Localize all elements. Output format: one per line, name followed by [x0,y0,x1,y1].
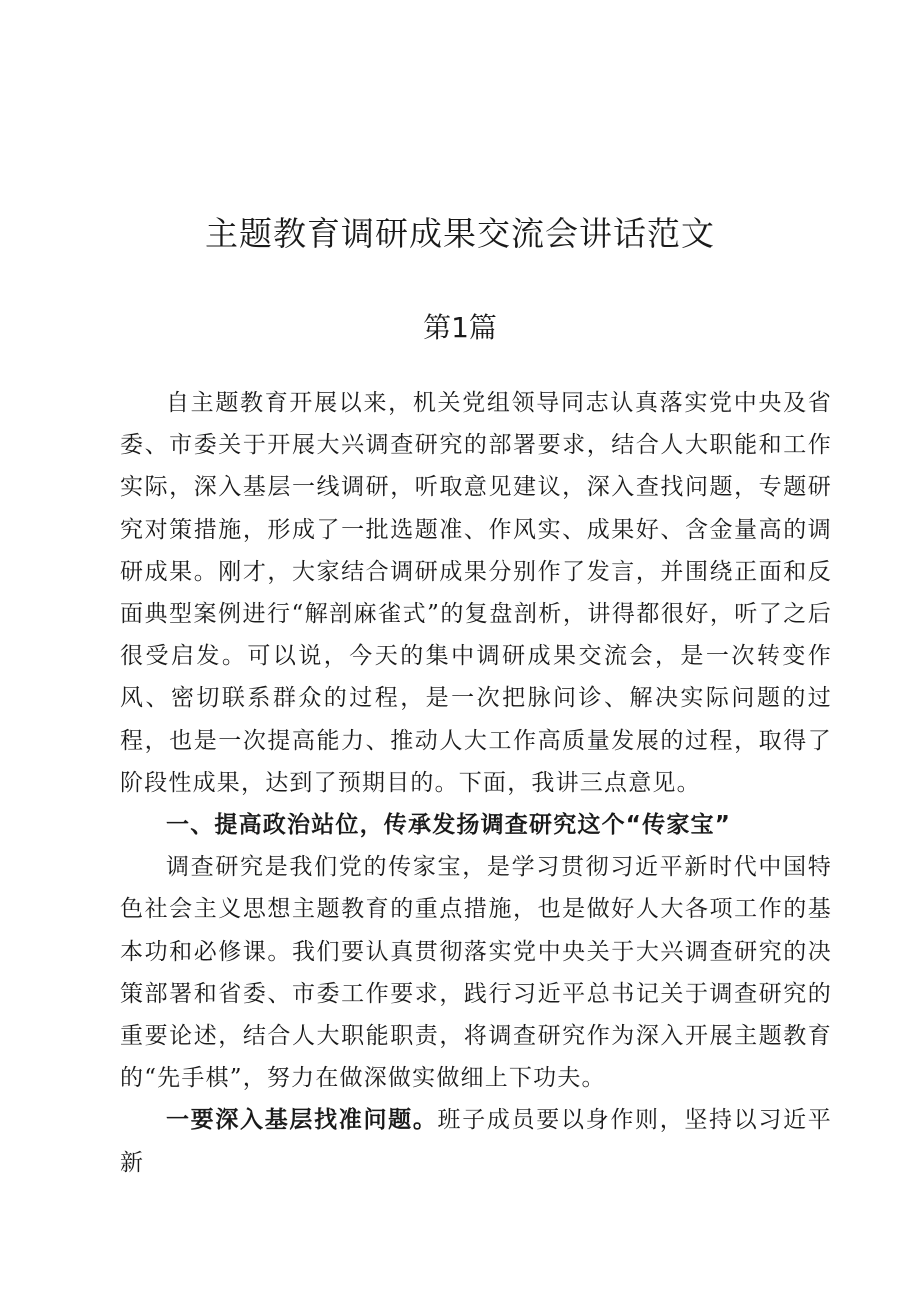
body-paragraph-intro: 自主题教育开展以来，机关党组领导同志认真落实党中央及省委、市委关于开展大兴调查研究的部署要求，结合人大职能和工作实际，深入基层一线调研，听取意见建议，深入查找问题，专题研究对策措施，形成了一批选题准、作风实、成果好、含金量高的调研成果。刚才，大家结合调研成果分别作了发言，并围绕正面和反面典型案例进行“解剖麻雀式”的复盘剖析，讲得都很好，听了之后很受启发。可以说，今天的集中调研成果交流会，是一次转变作风、密切联系群众的过程，是一次把脉问诊、解决实际问题的过程，也是一次提高能力、推动人大工作高质量发展的过程，取得了阶段性成果，达到了预期目的。下面，我讲三点意见。 [120,390,832,796]
point-text: 班子成员要以身作则，坚持以习近平新 [120,1107,832,1176]
document-title: 主题教育调研成果交流会讲话范文 [205,214,715,253]
body-paragraph-section-1: 调查研究是我们党的传家宝，是学习贯彻习近平新时代中国特色社会主义思想主题教育的重点措施，也是做好人大各项工作的基本功和必修课。我们要认真贯彻落实党中央关于大兴调查研究的决策部署和省委、市委工作要求，践行习近平总书记关于调查研究的重要论述，结合人大职能职责，将调查研究作为深入开展主题教育的“先手棋”，努力在做深做实做细上下功夫。 [120,854,832,1092]
section-heading-1: 一、提高政治站位，传承发扬调查研究这个“传家宝” [166,812,732,839]
body-paragraph-point-1 [120,1099,832,1183]
document-subtitle: 第1篇 [423,311,497,344]
document-body [120,382,832,1184]
point-lead: 一要深入基层找准问题。 [166,1107,438,1134]
